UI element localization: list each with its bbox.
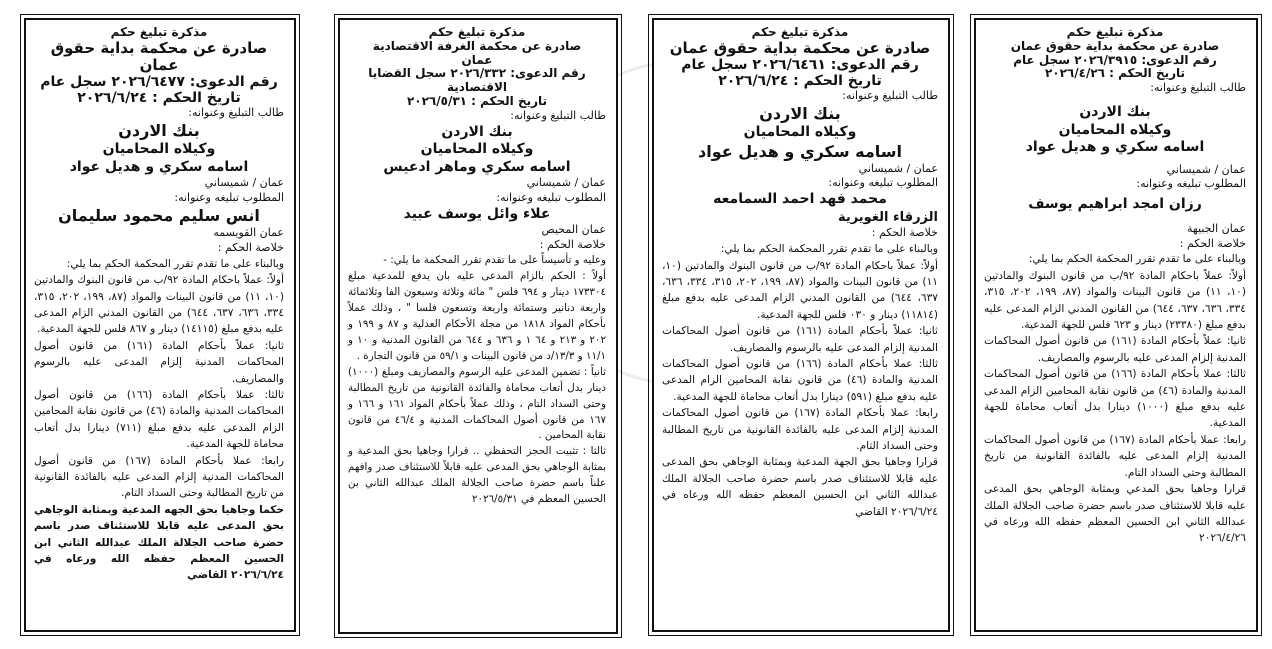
judgment-paragraph: ثانيا: عملاً بأحكام المادة (١٦١) من قانون أصول المحاكمات المدنية إلزام المدعى عليه بالرسوم والمصاريف.	[984, 335, 1246, 364]
requester-line: بنك الاردن	[441, 123, 513, 140]
corner-ornament-icon	[286, 622, 296, 632]
judgment-paragraph: أولاً: عملاً باحكام المادة ٩٢/ب من قانون البنوك والمادتين (١٠، ١١) من قانون البينات والمواد (٨٧، ١٩٩، ٢٠٢، ٣١٥، ٣٣٤، ٦٣٦، ٦٣٧، ٦٤٤) من القانون المدني الزام المدعى عليه بدفع مبلغ (٢٣٣٨٠) دينار و ٦٢٣ فلس للجهة المدعية.	[984, 269, 1246, 332]
corner-ornament-icon	[974, 18, 984, 28]
requester-line: بنك الاردن	[1079, 104, 1151, 121]
judgment-body	[662, 241, 938, 520]
judgment-paragraph: وبالبناء على ما تقدم تقرر المحكمة الحكم بما يلي:	[1028, 253, 1246, 266]
respondent-label: المطلوب تبليغه وعنوانه:	[174, 191, 284, 205]
judgment-paragraph: رابعا: عملا بأحكام المادة (١٦٧) من قانون أصول المحاكمات المدنية إلزام المدعى عليه بالفائدة القانونية من تاريخ المطالبة وحتى السداد التام.	[984, 433, 1246, 479]
notice-card-3	[652, 18, 950, 632]
requester-line: بنك الاردن	[118, 121, 200, 141]
requester-line: وكيلاه المحاميان	[420, 141, 534, 158]
respondent-label: المطلوب تبليغه وعنوانه:	[828, 176, 938, 190]
court-name: صادرة عن محكمة الغرفة الاقتصادية	[372, 38, 582, 53]
summary-label: خلاصة الحكم :	[217, 240, 284, 254]
judgment-date: تاريخ الحكم : ٢٠٢٦/٦/٢٤	[77, 90, 241, 107]
case-number: رقم الدعوى: ٢٠٢٦/٦٤٦١ سجل عام	[681, 57, 919, 74]
notice-header	[348, 26, 606, 109]
judgment-date: تاريخ الحكم : ٢٠٢٦/٦/٢٤	[718, 73, 882, 90]
requester-line: وكيلاه المحاميان	[743, 124, 857, 141]
judgment-date: تاريخ الحكم : ٢٠٢٦/٤/٢٦	[1044, 66, 1186, 81]
respondent-name: علاء وائل يوسف عبيد	[403, 205, 551, 222]
judgment-paragraph: أولاً : الحكم بالزام المدعى عليه بان يدفع للمدعية مبلغ ١٧٣٣٠٤ دينار و ٦٩٤ فلس " مائة وثلاثة وسبعون الفا وثلاثمائة واربعة دنانير وستمائة واربعة وتسعون فلسا " ، وذلك عملاً بأحكام المواد ١٨١٨ من مجلة الأحكام العدلية و ٨٧ و ١٩٩ و ٢٠٢ و ٢١٣ و ٦٤ ١ و ٦٣٦ و ٦٤٤ من القانون المدنية و ١٠ و ١١/١ و ١٣/٣/د من قانون البينات و ٥٩/١ من قانون التجارة .	[348, 269, 606, 362]
notice-title: مذكرة تبليغ حكم	[110, 25, 208, 39]
case-number: رقم الدعوى: ٢٠٢٦/٦٤٧٧ سجل عام	[40, 74, 278, 91]
respondent-name: رزان امجد ابراهيم يوسف	[1028, 196, 1202, 213]
notice-title: مذكرة تبليغ حكم	[428, 25, 526, 39]
corner-ornament-icon	[608, 624, 618, 634]
requester-line: وكيلاه المحاميان	[102, 141, 216, 158]
judgment-paragraph: وبالبناء على ما تقدم تقرر المحكمة الحكم بما يلي:	[66, 257, 284, 270]
judgment-body	[984, 251, 1246, 546]
respondent-name: انس سليم محمود سليمان	[58, 206, 260, 226]
judgment-paragraph: أولاً: عملاً باحكام المادة ٩٢/ب من قانون البنوك والمادتين (١٠، ١١) من قانون البينات والمواد (٨٧، ١٩٩، ٢٠٢، ٣١٥، ٣٣٤، ٦٣٦، ٦٣٧، ٦٤٤) من القانون المدني الزام المدعى عليه بدفع مبلغ (١١٨١٤) دينار و ٠٣٠ فلس للجهة المدعية.	[662, 259, 938, 321]
judgment-paragraph: وبالبناء على ما تقدم تقرر المحكمة الحكم بما يلي:	[720, 243, 938, 256]
corner-ornament-icon	[1248, 622, 1258, 632]
judgment-paragraph: رابعا: عملا بأحكام المادة (١٦٧) من قانون أصول المحاكمات المدنية إلزام المدعى عليه بالفائدة القانونية من تاريخ المطالبة وحتى السداد التام.	[662, 407, 938, 453]
judgment-paragraph: حكما وجاهيا بحق الجهه المدعية وبمثابة الوجاهي بحق المدعى عليه قابلا للاستئناف صدر باسم حضرة صاحب الجلالة الملك عبدالله الثاني ابن الحسين المعظم حفظه الله ورعاه في ٢٠٢٦/٦/٢٤ القاضي	[34, 503, 284, 582]
court-name: صادرة عن محكمة بداية حقوق عمان	[669, 38, 931, 57]
summary-label: خلاصة الحكم :	[1179, 236, 1246, 250]
judgment-paragraph: قرارا وجاهيا بحق الجهة المدعية وبمثابة الوجاهي بحق المدعى عليه قابلا للاستئناف صدر باسم حضرة صاحب الجلالة الملك عبدالله الثاني ابن الحسين المعظم حفظه الله ورعاه في ٢٠٢٦/٦/٢٤ القاضي	[662, 456, 938, 518]
court-name: صادرة عن محكمة بداية حقوق عمان	[50, 38, 268, 75]
requester-address: عمان / شميساني	[1166, 162, 1246, 176]
judgment-paragraph: ثالثا: عملا بأحكام المادة (١٦٦) من قانون أصول المحاكمات المدنية والمادة (٤٦) من قانون نقابة المحامين الزام المدعى عليه بدفع مبلغ (٥٩١) دينارا بدل أتعاب محاماة للجهة المدعية.	[662, 358, 938, 403]
requester-label: طالب التبليغ وعنوانه:	[1150, 81, 1246, 95]
respondent-address: عمان المحيص	[541, 223, 606, 237]
corner-ornament-icon	[338, 624, 348, 634]
judgment-paragraph: أولاً: عملاً باحكام المادة ٩٢/ب من قانون البنوك والمادتين (١٠، ١١) من قانون البينات والمواد (٨٧، ١٩٩، ٢٠٢، ٣١٥، ٣٣٤، ٦٣٦، ٦٣٧، ٦٤٤) من القانون المدني الزام المدعى عليه بدفع مبلغ (١٤١١٥) دينار و ٨٦٧ فلس للجهة المدعية.	[34, 274, 285, 336]
notice-title: مذكرة تبليغ حكم	[751, 25, 849, 39]
requester-line: اسامه سكري و هديل عواد	[698, 141, 902, 161]
court-city: عمان	[461, 52, 493, 67]
requester-line: وكيلاه المحاميان	[1058, 121, 1172, 138]
case-number: رقم الدعوى: ٢٠٢٦/٣٩١٥ سجل عام	[1013, 52, 1217, 67]
judgment-paragraph: رابعا: عملا بأحكام المادة (١٦٧) من قانون أصول المحاكمات المدنية إلزام المدعى عليه بالفائدة القانونية من تاريخ المطالبة وحتى السداد التام.	[34, 454, 284, 500]
judgment-paragraph: ثالثا: عملا بأحكام المادة (١٦٦) من قانون أصول المحاكمات المدنية والمادة (٤٦) من قانون نقابة المحامين الزام المدعى عليه بدفع مبلغ (٧١١) دينارا بدل أتعاب محاماة للجهة المدعية.	[34, 388, 285, 451]
requester-line: بنك الاردن	[759, 104, 841, 124]
court-name: صادرة عن محكمة بداية حقوق عمان	[1010, 38, 1220, 53]
notice-header	[984, 26, 1246, 81]
respondent-address: عمان القويسمه	[213, 226, 284, 240]
notice-card-1	[24, 18, 296, 632]
judgment-paragraph: ثانيا: عملاً بأحكام المادة (١٦١) من قانون أصول المحاكمات المدنية إلزام المدعى عليه بالرسوم والمصاريف.	[34, 339, 284, 385]
corner-ornament-icon	[24, 622, 34, 632]
corner-ornament-icon	[940, 622, 950, 632]
corner-ornament-icon	[940, 18, 950, 28]
respondent-address: الزرقاء الغويرية	[837, 209, 938, 225]
requester-address: عمان / شميساني	[526, 176, 606, 190]
corner-ornament-icon	[1248, 18, 1258, 28]
judgment-body	[348, 253, 606, 508]
respondent-name: محمد فهد احمد السمامعه	[713, 191, 887, 208]
respondent-label: المطلوب تبليغه وعنوانه:	[496, 190, 606, 204]
respondent-address: عمان الجبيهة	[1187, 221, 1246, 235]
requester-address: عمان / شميساني	[858, 161, 938, 175]
judgment-body	[34, 256, 284, 584]
requester-line: اسامه سكري و هديل عواد	[69, 158, 249, 175]
notice-card-4	[974, 18, 1258, 632]
corner-ornament-icon	[652, 622, 662, 632]
judgment-paragraph: ثانياً : تضمين المدعى عليه الرسوم والمصاريف ومبلغ (١٠٠٠) دينار بدل أتعاب محاماة والفائدة القانونية من تاريخ المطالبة وحتى السداد التام ، وذلك عملاً بأحكام المواد ١٦١ و ١٦٦ و ١٦٧ من قانون أصول المحاكمات المدنية و ٤٦/٤ من قانون نقابة المحامين .	[348, 365, 606, 442]
requester-label: طالب التبليغ وعنوانه:	[842, 89, 938, 103]
judgment-paragraph: ثانيا: عملاً بأحكام المادة (١٦١) من قانون أصول المحاكمات المدنية إلزام المدعى عليه بالرسوم والمصاريف.	[662, 325, 938, 354]
respondent-label: المطلوب تبليغه وعنوانه:	[1136, 177, 1246, 191]
case-number: رقم الدعوى: ٢٠٢٦/٣٣٢ سجل القضايا الاقتصادية	[368, 66, 586, 95]
corner-ornament-icon	[338, 18, 348, 28]
judgment-paragraph: وعليه و تأسيساً على ما تقدم تقرر المحكمة ما يلي: -	[383, 254, 606, 266]
requester-line: اسامه سكري و هديل عواد	[1025, 139, 1205, 156]
requester-address: عمان / شميساني	[204, 176, 284, 190]
requester-label: طالب التبليغ وعنوانه:	[510, 108, 606, 122]
judgment-date: تاريخ الحكم : ٢٠٢٦/٥/٣١	[406, 93, 548, 108]
summary-label: خلاصة الحكم :	[871, 226, 938, 240]
corner-ornament-icon	[652, 18, 662, 28]
notice-header	[34, 26, 284, 106]
judgment-paragraph: ثالثا : تثبيت الحجز التحفظي .. قرارا وجاهيا بحق المدعية و بمثابة الوجاهي بحق المدعى عليه قابلاً للاستئناف صدر وافهم علناً باسم حضرة صاحب الجلالة الملك عبدالله الثاني بن الحسين المعظم في ٢٠٢٦/٥/٣١	[348, 445, 606, 506]
notice-header	[662, 26, 938, 89]
summary-label: خلاصة الحكم :	[539, 238, 606, 252]
requester-line: اسامه سكري وماهر ادعيس	[383, 158, 571, 175]
corner-ornament-icon	[608, 18, 618, 28]
corner-ornament-icon	[24, 18, 34, 28]
requester-label: طالب التبليغ وعنوانه:	[188, 106, 284, 120]
notice-title: مذكرة تبليغ حكم	[1066, 25, 1164, 39]
judgment-paragraph: ثالثا: عملا بأحكام المادة (١٦٦) من قانون أصول المحاكمات المدنية والمادة (٤٦) من قانون نقابة المحامين الزام المدعى عليه بدفع مبلغ (١٠٠٠) دينارا بدل أتعاب محاماة للجهة المدعية.	[984, 368, 1247, 430]
notice-card-2	[338, 18, 618, 634]
corner-ornament-icon	[974, 622, 984, 632]
judgment-paragraph: قرارا وجاهيا بحق المدعي وبمثابة الوجاهي بحق المدعى عليه قابلا للاستئناف صدر باسم حضرة صاحب الجلالة الملك عبدالله الثاني ابن الحسين المعظم حفظه الله ورعاه في ٢٠٢٦/٤/٢٦	[984, 483, 1246, 545]
corner-ornament-icon	[286, 18, 296, 28]
